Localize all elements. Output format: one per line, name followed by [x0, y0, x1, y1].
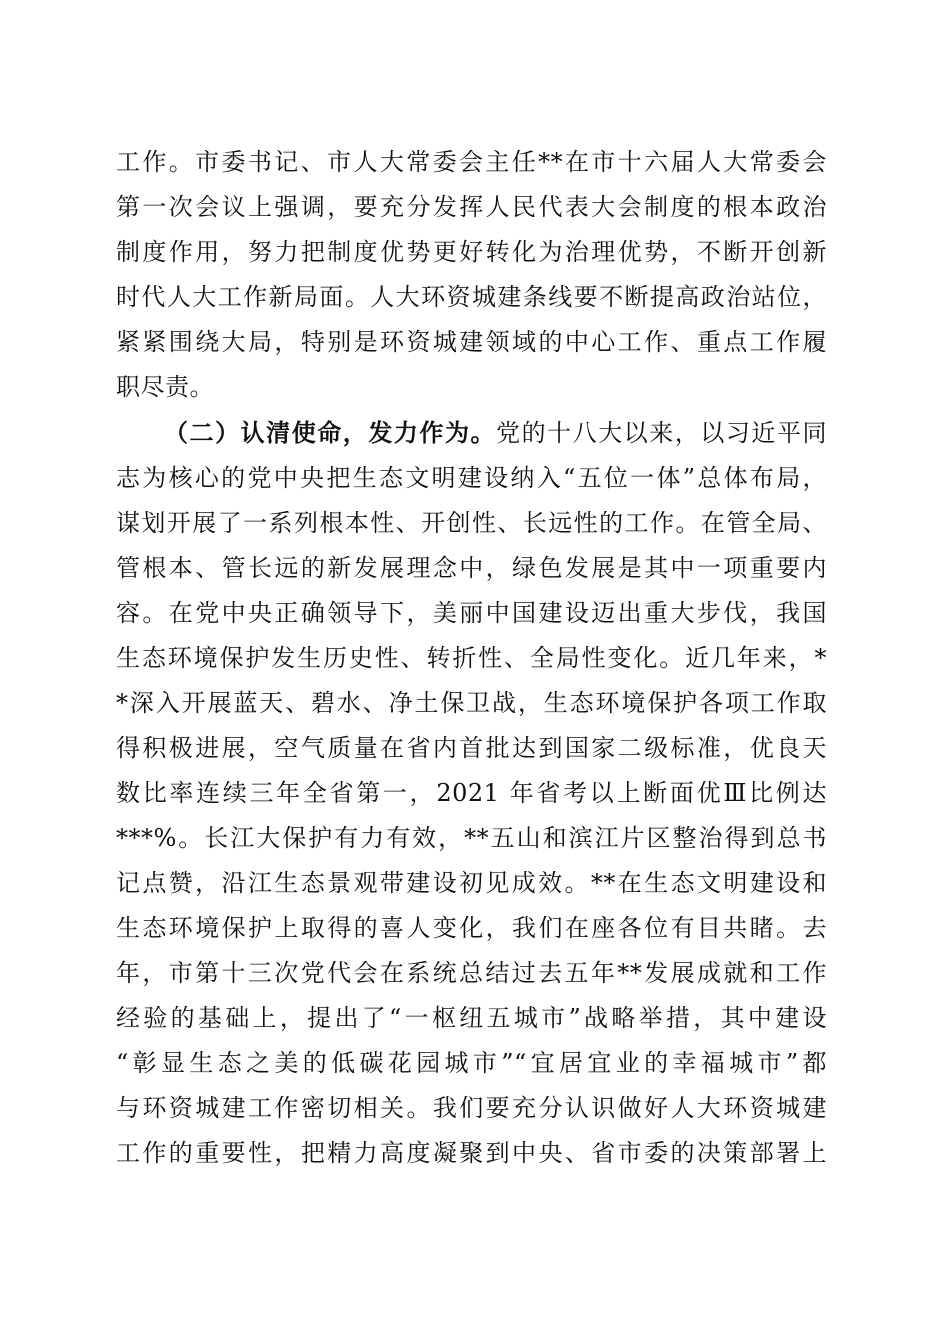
paragraph-line: 时代人大工作新局面。人大环资城建条线要不断提高政治站位，: [116, 283, 827, 311]
paragraph-line: “彰显生态之美的低碳花园城市”“宜居宜业的幸福城市”都: [116, 1049, 827, 1077]
paragraph-first-line: [116, 413, 827, 453]
paragraph-line: 工作的重要性，把精力高度凝聚到中央、省市委的决策部署上: [116, 1139, 827, 1167]
paragraph-line: 记点赞，沿江生态景观带建设初见成效。**在生态文明建设和: [116, 869, 827, 897]
paragraph-line: 工作。市委书记、市人大常委会主任**在市十六届人大常委会: [116, 148, 827, 176]
paragraph-line: 第一次会议上强调，要充分发挥人民代表大会制度的根本政治: [116, 193, 827, 221]
paragraph-line: 制度作用，努力把制度优势更好转化为治理优势，不断开创新: [116, 238, 827, 266]
paragraph-line: 职尽责。: [116, 373, 214, 401]
paragraph-line: 紧紧围绕大局，特别是环资城建领域的中心工作、重点工作履: [116, 328, 827, 356]
paragraph-line: 管根本、管长远的新发展理念中，绿色发展是其中一项重要内: [116, 554, 827, 582]
paragraph-line: 得积极进展，空气质量在省内首批达到国家二级标准，优良天: [116, 734, 827, 762]
paragraph-line: *深入开展蓝天、碧水、净土保卫战，生态环境保护各项工作取: [116, 689, 827, 717]
paragraph-line: 容。在党中央正确领导下，美丽中国建设迈出重大步伐，我国: [116, 599, 827, 627]
paragraph-line: ***%。长江大保护有力有效，**五山和滨江片区整治得到总书: [116, 824, 827, 852]
paragraph-line: 志为核心的党中央把生态文明建设纳入“五位一体”总体布局，: [116, 464, 827, 492]
paragraph-line-rest: 党的十八大以来，以习近平同: [496, 419, 827, 447]
paragraph-line: 与环资城建工作密切相关。我们要充分认识做好人大环资城建: [116, 1094, 827, 1122]
section-heading: （二）认清使命，发力作为。: [164, 418, 497, 447]
paragraph-line: 数比率连续三年全省第一，2021 年省考以上断面优Ⅲ比例达: [116, 779, 827, 807]
paragraph-line: 年，市第十三次党代会在系统总结过去五年**发展成就和工作: [116, 959, 827, 987]
paragraph-line: 谋划开展了一系列根本性、开创性、长远性的工作。在管全局、: [116, 509, 827, 537]
paragraph-line: 生态环境保护上取得的喜人变化，我们在座各位有目共睹。去: [116, 914, 827, 942]
paragraph-line: 经验的基础上，提出了“一枢纽五城市”战略举措，其中建设: [116, 1004, 827, 1032]
paragraph-line: 生态环境保护发生历史性、转折性、全局性变化。近几年来，*: [116, 644, 827, 672]
